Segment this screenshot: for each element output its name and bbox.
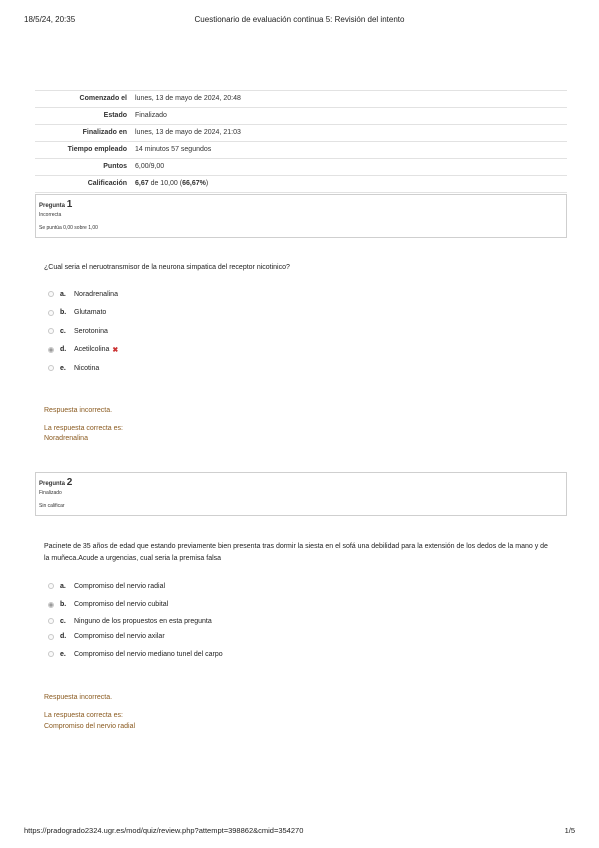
option-letter: e. bbox=[60, 650, 66, 658]
correct-label-1: La respuesta correcta es: bbox=[44, 425, 123, 432]
option-letter: a. bbox=[60, 290, 66, 298]
summary-key: Comenzado el bbox=[35, 91, 131, 108]
answer-option[interactable] bbox=[48, 645, 223, 664]
question-number bbox=[36, 473, 566, 488]
question-num: 2 bbox=[66, 477, 73, 488]
answer-list-1 bbox=[48, 285, 118, 378]
radio-selected-icon[interactable] bbox=[48, 602, 54, 608]
summary-value: 14 minutos 57 segundos bbox=[131, 142, 567, 159]
option-text: Compromiso del nervio axilar bbox=[74, 633, 165, 640]
question-text-2: Pacinete de 35 años de edad que estando previamente bien presenta tras dormir la siesta en el sofá una debilidad para la extensión de los dedos de la mano y de la muñeca.Acude a urgencias, cual seria la premisa falsa bbox=[44, 543, 548, 562]
summary-key: Tiempo empleado bbox=[35, 142, 131, 159]
question-state: Finalizado bbox=[39, 490, 62, 496]
option-text: Nicotina bbox=[74, 364, 100, 372]
option-letter: e. bbox=[60, 364, 66, 372]
page-number: 1/5 bbox=[564, 826, 575, 835]
grade-close: ) bbox=[205, 180, 209, 187]
radio-icon[interactable] bbox=[48, 634, 54, 640]
correct-answer-1: Noradrenalina bbox=[44, 435, 88, 442]
option-text: Noradrenalina bbox=[74, 290, 118, 298]
grade-percent: 66,67% bbox=[182, 180, 206, 187]
option-letter: a. bbox=[60, 582, 66, 590]
summary-row bbox=[35, 108, 567, 125]
answer-option[interactable] bbox=[48, 322, 118, 341]
page-url: https://pradogrado2324.ugr.es/mod/quiz/review.php?attempt=398862&cmid=354270 bbox=[24, 826, 304, 835]
option-letter: b. bbox=[60, 309, 67, 317]
answer-option[interactable] bbox=[48, 628, 223, 645]
radio-icon[interactable] bbox=[48, 310, 54, 316]
summary-row bbox=[35, 142, 567, 159]
summary-row bbox=[35, 159, 567, 176]
correct-label-2: La respuesta correcta es: bbox=[44, 712, 123, 719]
option-text: Compromiso del nervio mediano tunel del carpo bbox=[74, 650, 223, 658]
print-datetime: 18/5/24, 20:35 bbox=[24, 15, 76, 24]
summary-key: Estado bbox=[35, 108, 131, 125]
option-text: Acetilcolina bbox=[74, 346, 110, 354]
radio-selected-icon[interactable] bbox=[48, 347, 54, 353]
question-label: Pregunta bbox=[39, 481, 66, 487]
question-info-2 bbox=[35, 472, 567, 516]
answer-option[interactable] bbox=[48, 359, 118, 378]
summary-row bbox=[35, 176, 567, 193]
radio-icon[interactable] bbox=[48, 583, 54, 589]
answer-option[interactable] bbox=[48, 285, 118, 304]
summary-row bbox=[35, 125, 567, 142]
option-text: Glutamato bbox=[74, 309, 107, 317]
page-title: Cuestionario de evaluación continua 5: Revisión del intento bbox=[194, 15, 405, 24]
correct-answer-2: Compromiso del nervio radial bbox=[44, 723, 136, 730]
question-grade: Sin calificar bbox=[39, 503, 65, 509]
summary-value bbox=[131, 176, 567, 193]
option-text: Serotonina bbox=[74, 327, 108, 335]
option-text: Ninguno de los propuestos en esta pregunta bbox=[74, 617, 212, 625]
question-label: Pregunta bbox=[39, 203, 66, 209]
summary-row bbox=[35, 91, 567, 108]
option-letter: c. bbox=[60, 617, 66, 625]
attempt-summary-table bbox=[35, 90, 567, 193]
option-letter: d. bbox=[60, 346, 67, 354]
question-grade: Se puntúa 0,00 sobre 1,00 bbox=[39, 225, 98, 231]
answer-option[interactable] bbox=[48, 577, 223, 596]
radio-icon[interactable] bbox=[48, 291, 54, 297]
radio-icon[interactable] bbox=[48, 651, 54, 657]
answer-option[interactable] bbox=[48, 614, 223, 628]
option-text: Compromiso del nervio radial bbox=[74, 582, 166, 590]
question-info-1 bbox=[35, 194, 567, 238]
feedback-2: Respuesta incorrecta. bbox=[44, 694, 113, 701]
question-state: Incorrecta bbox=[39, 212, 62, 218]
answer-option[interactable] bbox=[48, 304, 118, 323]
option-letter: c. bbox=[60, 327, 66, 335]
question-text-1: ¿Cual seria el neruotransmisor de la neurona simpatica del receptor nicotinico? bbox=[44, 264, 290, 271]
grade-value: 6,67 bbox=[135, 180, 149, 187]
answer-option[interactable] bbox=[48, 596, 223, 615]
summary-value: lunes, 13 de mayo de 2024, 20:48 bbox=[131, 91, 567, 108]
summary-key: Finalizado en bbox=[35, 125, 131, 142]
radio-icon[interactable] bbox=[48, 365, 54, 371]
radio-icon[interactable] bbox=[48, 328, 54, 334]
option-letter: d. bbox=[60, 633, 67, 640]
grade-scale: de 10,00 ( bbox=[148, 180, 183, 187]
answer-option[interactable] bbox=[48, 341, 118, 360]
incorrect-icon: ✖ bbox=[112, 346, 119, 354]
answer-list-2 bbox=[48, 577, 223, 664]
summary-key: Calificación bbox=[35, 176, 131, 193]
question-number bbox=[36, 195, 566, 210]
summary-value: Finalizado bbox=[131, 108, 567, 125]
summary-value: 6,00/9,00 bbox=[131, 159, 567, 176]
radio-icon[interactable] bbox=[48, 618, 54, 624]
summary-value: lunes, 13 de mayo de 2024, 21:03 bbox=[131, 125, 567, 142]
option-text: Compromiso del nervio cubital bbox=[74, 601, 169, 609]
feedback-1: Respuesta incorrecta. bbox=[44, 407, 113, 414]
option-letter: b. bbox=[60, 601, 67, 609]
question-num: 1 bbox=[66, 199, 73, 210]
summary-key: Puntos bbox=[35, 159, 131, 176]
